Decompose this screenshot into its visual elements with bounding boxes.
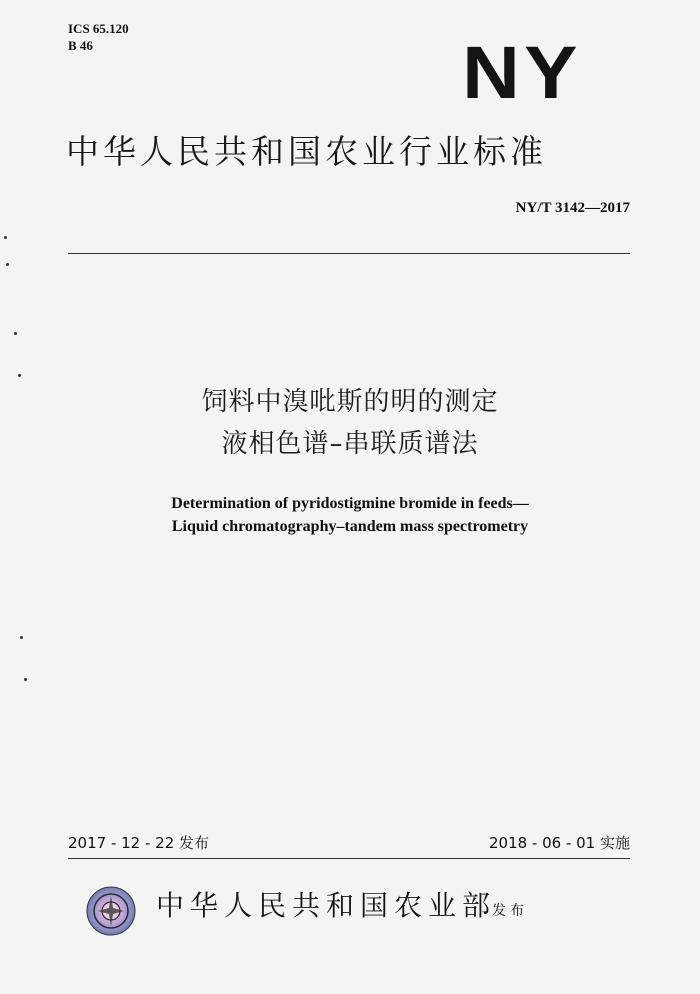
bottom-divider	[68, 858, 630, 859]
publisher-action: 发布	[492, 903, 528, 919]
title-en-line1: Determination of pyridostigmine bromide in feeds—	[171, 495, 529, 512]
issue-date: 2017 - 12 - 22 发布	[68, 834, 210, 852]
ministry-emblem-icon	[86, 886, 136, 936]
scan-speck	[14, 332, 17, 335]
scan-speck	[4, 236, 7, 239]
publisher-name: 中华人民共和国农业部	[156, 889, 497, 922]
classification-codes	[68, 20, 129, 54]
top-divider	[68, 253, 630, 254]
ics-code: ICS 65.120	[68, 21, 129, 36]
scan-speck	[24, 678, 27, 681]
scan-speck	[18, 374, 21, 377]
header-title: 中华人民共和国农业行业标准	[66, 132, 547, 171]
scan-speck	[20, 636, 23, 639]
standard-number: NY/T 3142—2017	[515, 200, 630, 216]
title-cn-line2: 液相色谱–串联质谱法	[221, 429, 479, 459]
implement-date: 2018 - 06 - 01 实施	[488, 834, 630, 852]
title-cn-line1: 饲料中溴吡斯的明的测定	[201, 387, 499, 417]
title-en-line2: Liquid chromatography–tandem mass spectrometry	[171, 518, 529, 535]
ny-logo: NY	[462, 31, 582, 114]
scan-speck	[6, 263, 9, 266]
ccs-code: B 46	[68, 38, 93, 53]
